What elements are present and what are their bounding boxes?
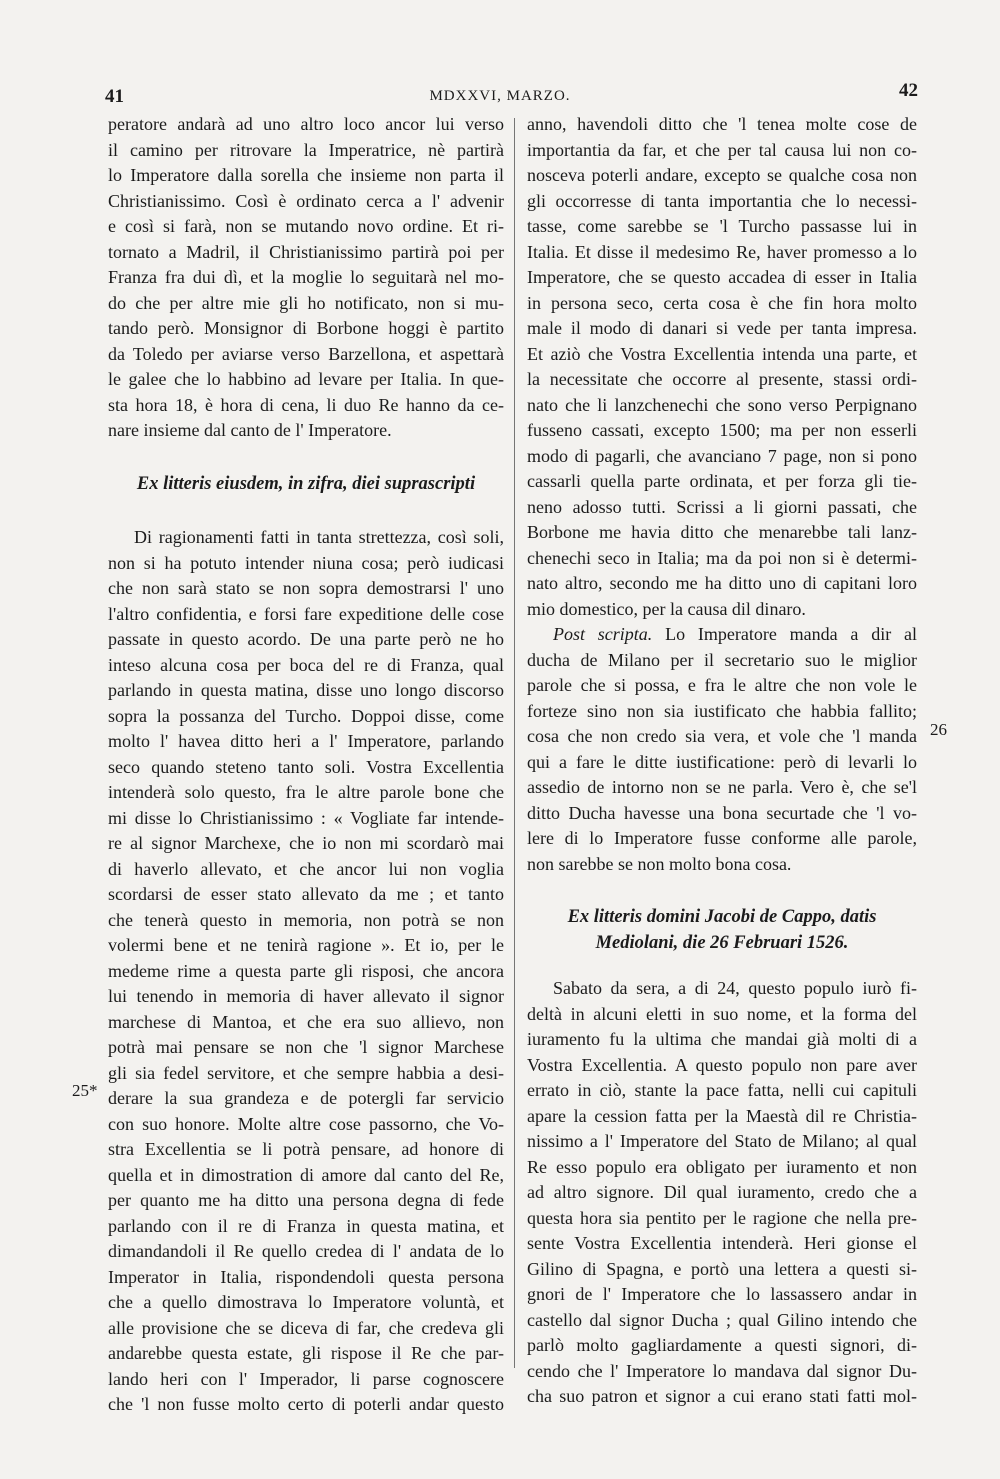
text-line: sente Vostra Excellentia intenderà. Heri gionse el bbox=[527, 1233, 917, 1253]
text-line: parlando con il re di Franza in questa matina, et bbox=[108, 1215, 504, 1236]
text-line: ad altro signore. Dil qual iuramento, credo che a bbox=[527, 1182, 917, 1202]
text-line: e così si farà, non se mutando novo ordine. Et ri- bbox=[108, 216, 504, 236]
text-line: molto l' havea ditto heri a l' Imperatore, parlando bbox=[108, 731, 504, 751]
text-line: in persona seco, certa cosa è che fin hora molto bbox=[527, 292, 917, 313]
post-scripta-text: Lo Imperatore manda a dir al bbox=[665, 624, 917, 644]
margin-number-left: 25* bbox=[72, 1081, 98, 1100]
text-line: lando heri con l' Imperador, li parse cognoscere bbox=[108, 1368, 504, 1389]
text-line: gli occorresse di tanta importantia che lo necessi- bbox=[527, 190, 917, 211]
text-line: cha suo patron et signor a cui erano stati fatti mol- bbox=[527, 1386, 917, 1406]
text-line: Di ragionamenti fatti in tanta strettezza, così soli, bbox=[134, 527, 504, 547]
text-line: re al signor Marchexe, che io non mi scordarò mai bbox=[108, 833, 504, 853]
text-line: nosceva poterli andare, excepto se qualche cosa non bbox=[527, 165, 917, 185]
text-line: cosa che non credo sia vera, et vole che 'l manda bbox=[527, 726, 917, 746]
text-line: tornato a Madril, il Christianissimo partirà poi per bbox=[108, 241, 504, 262]
text-line: Re esso populo era obligato per iuramento et non bbox=[527, 1156, 917, 1177]
text-line: con suo honore. Molte altre cose passorno, che Vo- bbox=[108, 1113, 504, 1134]
text-line: assedio de intorno non se ne parla. Vero è, che se'l bbox=[527, 777, 917, 797]
text-line: importantia da far, et che per tal causa lui non co- bbox=[527, 139, 917, 160]
text-line: da Toledo per aviarse verso Barzellona, et aspettarà bbox=[108, 343, 504, 364]
text-line: tando però. Monsignor di Borbone hoggi è partito bbox=[108, 318, 504, 338]
paragraph bbox=[527, 112, 917, 622]
running-header bbox=[0, 80, 1000, 110]
text-line: sta hora 18, è hora di cena, li duo Re hanno da ce- bbox=[108, 394, 504, 415]
text-line: sopra la possanza del Turcho. Doppoi disse, come bbox=[108, 705, 504, 726]
text-line: volermi bene et ne tenirà ragione ». Et io, per le bbox=[108, 935, 504, 955]
text-line: medeme rime a questa parte gli risposi, che ancora bbox=[108, 960, 504, 981]
paragraph bbox=[527, 622, 917, 877]
text-line: iuramento fu la ultima che mandai già molti di a bbox=[527, 1029, 917, 1049]
text-line: che tenerà questo in memoria, non potrà se non bbox=[108, 909, 504, 930]
text-line: questa hora sia pentito per le ragione che nella pre- bbox=[527, 1207, 917, 1228]
text-line: di haverlo allevato, et che ancor lui non voglia bbox=[108, 858, 504, 879]
text-line: quella et in dimostration di amore dal canto del Re, bbox=[108, 1164, 504, 1185]
text-line: passate in questo acordo. De una parte però ne ho bbox=[108, 629, 504, 649]
left-column bbox=[108, 112, 504, 1418]
text-line: Franza fra dui dì, et la moglie lo seguitarà nel mo- bbox=[108, 267, 504, 287]
text-line: la necessitate che occorre al presente, stassi ordi- bbox=[527, 369, 917, 389]
text-line: gli sia fedel servitore, et che sempre habbia a desi- bbox=[108, 1062, 504, 1083]
text-line: marchese di Mantoa, et che era suo allievo, non bbox=[108, 1011, 504, 1032]
text-line: errato in ciò, stante la pace fatta, nelli cui capituli bbox=[527, 1080, 917, 1100]
text-line: ducha de Milano per il secretario suo le miglior bbox=[527, 649, 917, 670]
paragraph bbox=[527, 976, 917, 1410]
text-line: l'altro confidentia, e forsi fare expeditione delle cose bbox=[108, 603, 504, 624]
text-line: nissimo a l' Imperatore del Stato de Milano; al qual bbox=[527, 1131, 917, 1151]
text-line: che non sarà stato se non sopra demostrarsi l' uno bbox=[108, 578, 504, 598]
text-line: qui a fare le ditte iustificatione: però di levarli lo bbox=[527, 751, 917, 772]
text-line: nare insieme dal canto de l' Imperatore. bbox=[108, 420, 392, 440]
page-number-right: 42 bbox=[899, 80, 918, 101]
text-line: modo di pagarli, che avanciano 7 page, non si pono bbox=[527, 445, 917, 466]
running-title: MDXXVI, MARZO. bbox=[429, 88, 571, 104]
text-line: Italia. Et disse il medesimo Re, haver promesso a lo bbox=[527, 241, 917, 262]
text-line: lo Imperatore dalla sorella che insieme non parta il bbox=[108, 165, 504, 185]
text-line: castello dal signor Ducha ; qual Gilino intendo che bbox=[527, 1309, 917, 1330]
text-line: Imperator in Italia, rispondendoli questa persona bbox=[108, 1266, 504, 1287]
text-line: male il modo di danari si vede per tanta impresa. bbox=[527, 318, 917, 338]
text-line: gnori de l' Imperatore che lo lassassero andar in bbox=[527, 1284, 917, 1304]
text-line: Et aziò che Vostra Excellentia intenda una parte, et bbox=[527, 343, 917, 364]
text-line: mio domestico, per la causa dil dinaro. bbox=[527, 598, 806, 619]
text-line: lere di lo Imperatore fusse conforme alle parole, bbox=[527, 828, 917, 848]
text-line: Sabato da sera, a di 24, questo populo iurò fi- bbox=[553, 978, 917, 998]
section-heading: Ex litteris eiusdem, in zifra, diei suprascripti bbox=[136, 473, 476, 494]
right-column bbox=[527, 112, 917, 1410]
text-line: neno adosso tutti. Scrissi a li giorni passati, che bbox=[527, 496, 917, 517]
text-line: fusseno cassati, excepto 1500; ma per non esserli bbox=[527, 420, 917, 440]
text-line: potrà mai pensare se non che 'l signor Marchese bbox=[108, 1037, 504, 1057]
text-line: le galee che lo habbino ad levare per Italia. In que- bbox=[108, 369, 504, 389]
text-line bbox=[527, 622, 917, 648]
text-line: il camino per ritrovare la Imperatrice, nè partirà bbox=[108, 139, 504, 160]
text-line: apare la cession fatta per la Maestà dil re Christia- bbox=[527, 1105, 917, 1126]
text-line: scordarsi de esser stato allevato da me ; et tanto bbox=[108, 884, 504, 904]
text-line: che 'l non fusse molto certo di poterli andar questo bbox=[108, 1394, 504, 1414]
text-line: derare la sua grandeza e de potergli far servicio bbox=[108, 1088, 504, 1108]
text-line: tasse, come sarebbe se 'l Turcho passasse lui in bbox=[527, 216, 917, 236]
text-line: cassarli quella parte ordinata, et per forza gli tie- bbox=[527, 471, 917, 491]
paragraph bbox=[108, 525, 504, 1418]
column-divider bbox=[514, 118, 515, 1368]
text-line: lui tenendo in memoria di haver allevato il signor bbox=[108, 986, 504, 1006]
margin-number-right: 26 bbox=[930, 720, 947, 739]
text-line: non si ha potuto intender niuna cosa; però iudicasi bbox=[108, 552, 504, 573]
text-line: chenechi seco in Italia; ma da poi non si è determi- bbox=[527, 547, 917, 568]
paragraph bbox=[108, 112, 504, 444]
text-line: deltà in alcuni eletti in suo nome, et la forma del bbox=[527, 1003, 917, 1024]
page-number-left: 41 bbox=[105, 86, 124, 107]
text-line: stra Excellentia se li potrà pensare, ad honore di bbox=[108, 1139, 504, 1159]
text-line: Borbone me havia ditto che menarebbe tali lanz- bbox=[527, 522, 917, 542]
text-line: alle provisione che se diceva di far, che credeva gli bbox=[108, 1317, 504, 1338]
text-line: forteze sino non sia iustificato che habbia fallito; bbox=[527, 700, 917, 721]
text-line: peratore andarà ad uno altro loco ancor lui verso bbox=[108, 114, 504, 134]
post-scripta-label: Post scripta. bbox=[553, 624, 653, 644]
text-line: ditto Ducha havesse una bona securtade che 'l vo- bbox=[527, 802, 917, 823]
text-line: anno, havendoli ditto che 'l tenea molte cose de bbox=[527, 114, 917, 134]
text-line: intenderà solo questo, fra le altre parole bone che bbox=[108, 782, 504, 802]
text-line: parlò molto gagliardamente a questi signori, di- bbox=[527, 1335, 917, 1355]
text-line: Christianissimo. Così è ordinato cerca a l' advenir bbox=[108, 190, 504, 211]
text-line: do che per altre mie gli ho notificato, non si mu- bbox=[108, 292, 504, 313]
section-heading: Mediolani, die 26 Februari 1526. bbox=[595, 932, 849, 953]
text-line: Vostra Excellentia. A questo populo non pare aver bbox=[527, 1054, 917, 1075]
text-line: non sarebbe se non molto bona cosa. bbox=[527, 853, 792, 874]
text-line: nato altro, secondo me ha ditto uno di capitani loro bbox=[527, 573, 917, 593]
text-line: che a quello dimostrava lo Imperatore voluntà, et bbox=[108, 1292, 504, 1312]
text-line: Gilino di Spagna, e portò una lettera a questi si- bbox=[527, 1258, 917, 1279]
text-line: parole che si possa, e fra le altre che non vole le bbox=[527, 675, 917, 695]
text-line: seco quando steteno tanto soli. Vostra Excellentia bbox=[108, 756, 504, 777]
text-line: andarebbe questa estate, gli rispose il Re che par- bbox=[108, 1343, 504, 1363]
section-heading: Ex litteris domini Jacobi de Cappo, datis bbox=[567, 907, 877, 927]
text-line: cendo che l' Imperatore lo mandava dal signor Du- bbox=[527, 1360, 917, 1381]
text-line: Imperatore, che se questo accadea di esser in Italia bbox=[527, 267, 917, 287]
text-line: per quanto me ha ditto una persona degna di fede bbox=[108, 1190, 504, 1210]
text-line: dimandandoli il Re quello credea di l' andata de lo bbox=[108, 1241, 504, 1261]
text-line: nato che li lanzchenechi che sono verso Perpignano bbox=[527, 394, 917, 415]
text-line: inteso alcuna cosa per boca del re di Franza, qual bbox=[108, 654, 504, 675]
text-line: parlando in questa matina, disse uno longo discorso bbox=[108, 680, 504, 700]
text-line: mi disse lo Christianissimo : « Vogliate far intende- bbox=[108, 807, 504, 828]
